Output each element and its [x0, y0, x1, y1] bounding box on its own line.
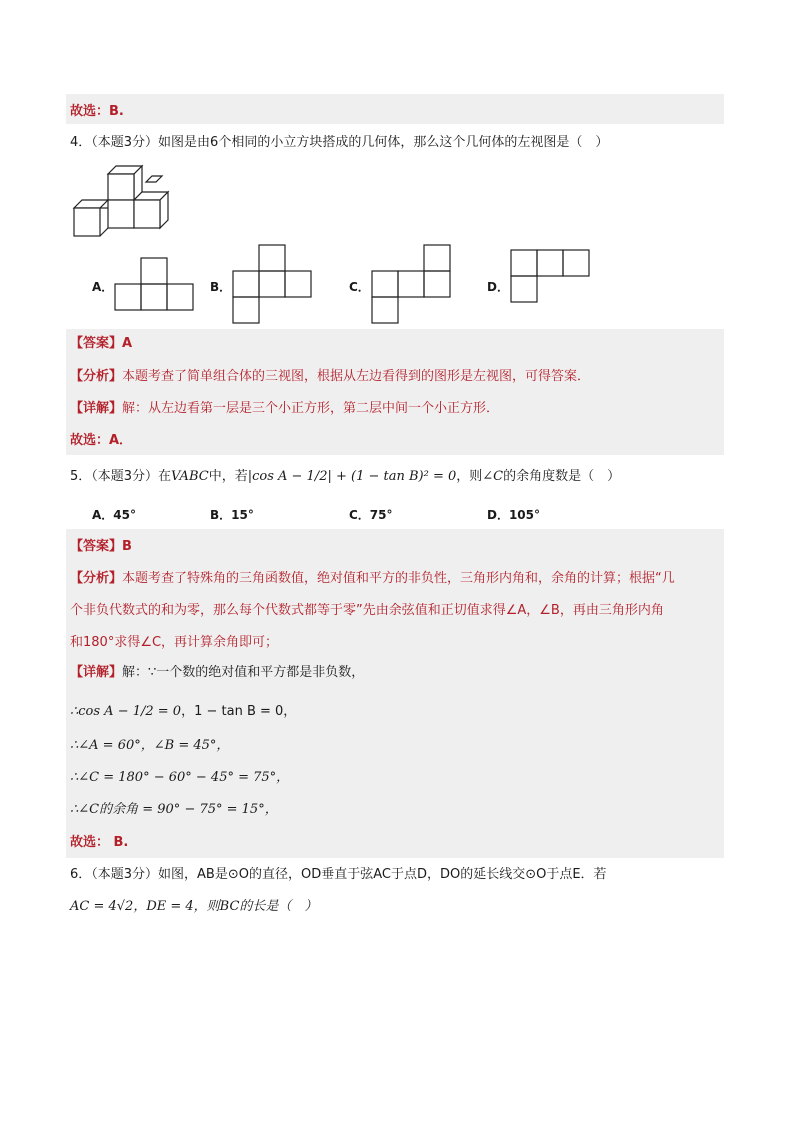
q4-detail-text: 解：从左边看第一层是三个小正方形，第二层中间一个小正方形．: [122, 401, 500, 416]
q5-analysis-text1: 本题考查了特殊角的三角函数值，绝对值和平方的非负性，三角形内角和，余角的计算；根据“几: [122, 571, 675, 586]
q4-analysis: [70, 368, 590, 386]
q4-stem: 4．（本题3分）如图是由6个相同的小立方块搭成的几何体，那么这个几何体的左视图是（ ）: [70, 135, 609, 150]
q4-solution-band: [66, 329, 724, 455]
q5-triangle: VABC: [171, 469, 209, 484]
q5-detail-text1: 解：∵一个数的绝对值和平方都是非负数，: [122, 665, 365, 680]
q5-analysis-label: 【分析】: [70, 571, 123, 586]
q4-conclusion: 故选：A．: [70, 433, 133, 448]
q5-conclusion: 故选： B.: [70, 835, 129, 850]
q5-step1a: ∴cos A − 1/2 = 0: [70, 704, 182, 719]
q4-answer: 【答案】A: [70, 336, 133, 351]
q3-conclusion-band: [66, 94, 724, 124]
q4-option-a-figure[interactable]: [113, 257, 195, 312]
q4-option-a-label: A．: [92, 280, 114, 294]
q5-stem-mid2: ，则: [456, 469, 483, 484]
q5-stem: [70, 468, 620, 486]
q4-option-d-label: D．: [487, 280, 509, 294]
q5-stem-suffix: 的余角度数是（ ）: [503, 469, 621, 484]
q5-option-a[interactable]: A．45°: [92, 508, 136, 522]
q4-detail: [70, 400, 499, 418]
q5-angle: ∠C: [482, 469, 504, 484]
q5-step1: [70, 703, 296, 721]
q5-option-d[interactable]: D．105°: [487, 508, 541, 522]
q4-analysis-label: 【分析】: [70, 369, 123, 384]
q5-option-b[interactable]: B．15°: [210, 508, 254, 522]
q5-stem-prefix: 5．（本题3分）在: [70, 469, 172, 484]
q5-answer: 【答案】B: [70, 539, 132, 554]
q5-analysis-line1: [70, 570, 675, 588]
q5-detail-line1: [70, 664, 364, 682]
q5-step1b: ，1 − tan B = 0，: [181, 704, 297, 719]
q5-step4: ∴∠C的余角 = 90° − 75° = 15°，: [70, 802, 278, 817]
q5-step2: ∴∠A = 60°，∠B = 45°，: [70, 738, 230, 753]
q5-option-c[interactable]: C．75°: [349, 508, 393, 522]
q4-3d-figure: [70, 160, 180, 240]
q4-option-b-figure[interactable]: [231, 244, 313, 326]
q5-stem-mid: 中，若: [208, 469, 248, 484]
q5-detail-label: 【详解】: [70, 665, 123, 680]
q4-option-b-label: B．: [210, 280, 232, 294]
q6-stem-line1: 6．（本题3分）如图，AB是⊙O的直径，OD垂直于弦AC于点D，DO的延长线交⊙O于点E．若: [70, 867, 607, 882]
q4-option-c-label: C．: [349, 280, 370, 294]
q3-conclusion: 故选：B.: [70, 104, 124, 119]
q4-option-d-figure[interactable]: [509, 249, 591, 305]
q5-equation: |cos A − 1/2| + (1 − tan B)² = 0: [247, 469, 457, 484]
q5-analysis-line2: 个非负代数式的和为零，那么每个代数式都等于零”先由余弦值和正切值求得∠A，∠B，再由三角形内角: [70, 603, 664, 618]
q5-step3: ∴∠C = 180° − 60° − 45° = 75°，: [70, 770, 290, 785]
q5-analysis-line3: 和180°求得∠C，再计算余角即可；: [70, 635, 279, 650]
q4-detail-label: 【详解】: [70, 401, 123, 416]
q6-stem-line2: AC = 4√2，DE = 4，则BC的长是（ ）: [70, 899, 318, 914]
q4-option-c-figure[interactable]: [370, 244, 452, 326]
q4-analysis-text: 本题考查了简单组合体的三视图，根据从左边看得到的图形是左视图，可得答案．: [122, 369, 591, 384]
